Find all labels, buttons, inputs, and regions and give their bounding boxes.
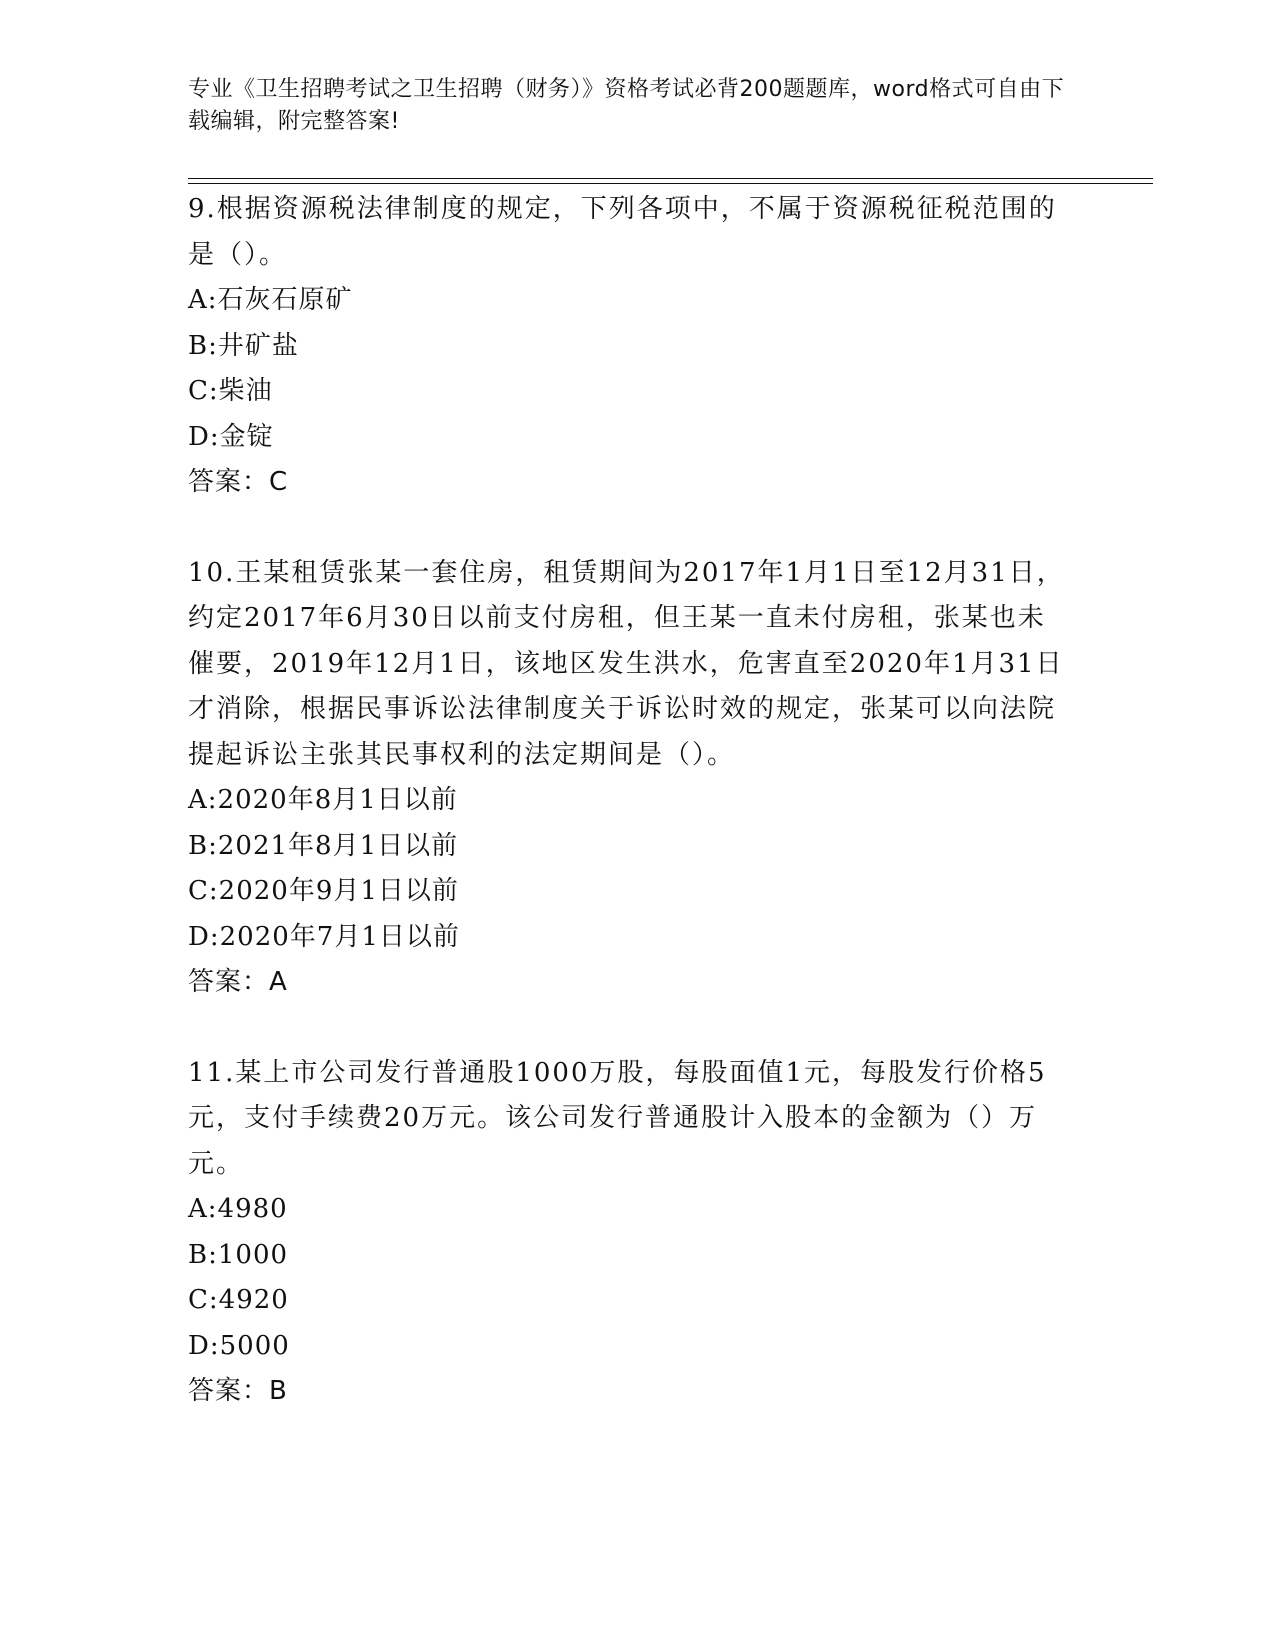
option-d: D:金锭 — [188, 421, 274, 452]
option-b: B:井矿盐 — [188, 330, 299, 361]
answer-key: 答案：B — [188, 1376, 288, 1406]
answer-key: 答案：A — [188, 967, 288, 997]
option-c: C:2020年9月1日以前 — [188, 876, 459, 906]
option-d: D:5000 — [188, 1330, 290, 1361]
option-b: B:2021年8月1日以前 — [188, 830, 459, 861]
answer-key: 答案：C — [188, 467, 289, 497]
question-stem: 10.王某租赁张某一套住房，租赁期间为2017年1月1日至12月31日，约定2017年6月30日以前支付房租，但王某一直未付房租，张某也未催要，2019年12月1日，该地区发生洪水，危害直至2020年1月31日才消除，根据民事诉讼法律制度关于诉讼时效的规定，张某可以向法院提起诉讼主张其民事权利的法定期间是（）。 — [188, 557, 1065, 770]
option-a: A:4980 — [188, 1194, 288, 1224]
question-list — [188, 187, 1068, 1415]
option-b: B:1000 — [188, 1239, 289, 1270]
question-stem: 11.某上市公司发行普通股1000万股，每股面值1元，每股发行价格5元，支付手续费20万元。该公司发行普通股计入股本的金额为（）万元。 — [188, 1057, 1047, 1179]
option-a: A:石灰石原矿 — [188, 285, 353, 315]
question-11 — [188, 1051, 1068, 1415]
option-c: C:柴油 — [188, 376, 273, 406]
header-divider-bottom — [188, 183, 1153, 184]
option-c: C:4920 — [188, 1285, 289, 1315]
option-d: D:2020年7月1日以前 — [188, 921, 460, 952]
question-9 — [188, 187, 1068, 506]
header-divider-top — [188, 178, 1153, 179]
question-10 — [188, 551, 1068, 1006]
option-a: A:2020年8月1日以前 — [188, 785, 458, 815]
document-header: 专业《卫生招聘考试之卫生招聘（财务）》资格考试必背200题题库，word格式可自由下载编辑，附完整答案! — [188, 77, 1065, 134]
question-stem: 9.根据资源税法律制度的规定，下列各项中，不属于资源税征税范围的是（）。 — [188, 194, 1057, 270]
